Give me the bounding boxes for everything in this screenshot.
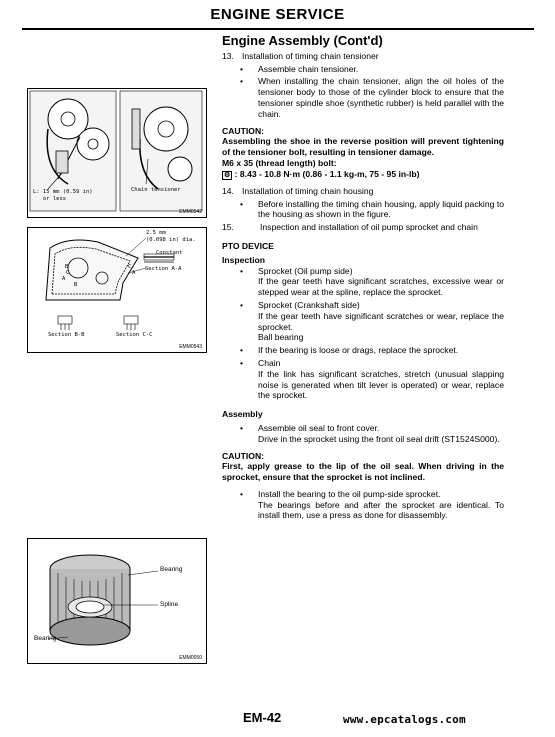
fig2-letter-a: A xyxy=(62,276,66,282)
bullet-dot: • xyxy=(240,299,244,310)
figure-chain-housing xyxy=(27,227,207,353)
fig1-code: EMM0542 xyxy=(179,209,202,215)
figure-sprocket-bearing xyxy=(27,538,207,664)
torque-value: 8.43 - 10.8 N·m (0.86 - 1.1 kg-m, 75 - 95 in-lb) xyxy=(239,168,420,179)
fig2-constant-label: Constant xyxy=(156,250,183,256)
pto-heading: PTO DEVICE xyxy=(222,240,274,251)
inspection-item-4 xyxy=(240,358,504,369)
inspection-item-2-extra: Ball bearing xyxy=(258,332,304,343)
step-14-number: 14. xyxy=(222,185,234,196)
fig3-spline-label: Spline xyxy=(160,601,179,608)
caution-2-text: First, apply grease to the lip of the oil seal. When driving in the sprocket, ensure that the sprocket is not inclined. xyxy=(222,461,504,483)
step-14 xyxy=(222,186,504,197)
step-14-text: Installation of timing chain housing xyxy=(242,185,374,196)
step-13-number: 13. xyxy=(222,50,234,61)
text-column xyxy=(222,33,504,521)
fig3-code: EMM0050 xyxy=(179,655,202,661)
fig2-letter-a2: A xyxy=(132,270,136,276)
inspection-item-1-body: If the gear teeth have significant scratches, excessive wear or stepped wear at the spline, replace the sprocket. xyxy=(258,276,504,298)
bullet-dot: • xyxy=(240,422,244,433)
fig2-letter-c: C xyxy=(66,270,70,276)
bullet-dot: • xyxy=(240,63,244,74)
assembly-bullet xyxy=(240,423,504,434)
page-header xyxy=(0,6,555,24)
step-15-text: Inspection and installation of oil pump sprocket and chain xyxy=(260,222,478,233)
fig2-code: EMM0543 xyxy=(179,344,202,350)
assembly-bullet-body: Drive in the sprocket using the front oil seal drift (ST1524S000). xyxy=(258,433,500,444)
bullet-text: Sprocket (Oil pump side) xyxy=(258,265,353,276)
bullet-dot: • xyxy=(240,76,244,87)
inspection-item-3 xyxy=(240,345,504,356)
inspection-item-2-body: If the gear teeth have significant scratches or wear, replace the sprocket. xyxy=(258,310,504,332)
sprocket-illustration xyxy=(28,539,206,663)
bullet-dot: • xyxy=(240,345,244,356)
inspection-item-2 xyxy=(240,300,504,311)
step-13-bullet-2 xyxy=(240,76,504,119)
caution-1-heading: CAUTION: xyxy=(222,125,265,136)
caution-2-heading: CAUTION: xyxy=(222,450,265,461)
footer-url: www.epcatalogs.com xyxy=(343,713,466,726)
figure-chain-tensioner xyxy=(27,88,207,218)
fig1-length-label: L: 15 mm (0.59 in) or less xyxy=(33,189,93,202)
step-13 xyxy=(222,51,504,62)
fig3-bearing-bottom-label: Bearing xyxy=(34,635,57,642)
fig2-dia-label: 2.5 mm (0.098 in) dia. xyxy=(146,230,196,243)
bullet-dot: • xyxy=(240,357,244,368)
fig2-section-c-label: Section C-C xyxy=(116,332,153,338)
fig2-letter-c2: C xyxy=(128,264,132,270)
fig2-section-b-label: Section B-B xyxy=(48,332,85,338)
torque-spec: ⚙ : 8.43 - 10.8 N·m (0.86 - 1.1 kg-m, 75 - 95 in-lb) xyxy=(224,168,420,179)
step-14-bullet xyxy=(240,199,504,221)
inspection-item-4-body: If the link has significant scratches, stretch (unusual slapping noise is generated when tilt lever is operated) or wear, replace the sprocket. xyxy=(258,368,504,401)
bullet-text: Chain xyxy=(258,357,281,368)
fig1-tensioner-label: Chain tensioner xyxy=(131,187,181,193)
bullet-text: Assemble chain tensioner. xyxy=(258,63,359,74)
fig3-bearing-top-label: Bearing xyxy=(160,566,183,573)
fig2-letter-b2: B xyxy=(74,282,78,288)
step-13-bullet-1 xyxy=(240,64,504,75)
bullet-text: If the bearing is loose or drags, replace the sprocket. xyxy=(258,345,459,356)
inspection-heading: Inspection xyxy=(222,254,265,265)
inspection-item-1 xyxy=(240,266,504,277)
bolt-spec: M6 x 35 (thread length) bolt: xyxy=(222,157,337,168)
header-rule xyxy=(22,28,534,30)
step-13-text: Installation of timing chain tensioner xyxy=(242,50,379,61)
torque-wrench-icon: ⚙ xyxy=(224,171,231,179)
caution-1-text: Assembling the shoe in the reverse position will prevent tightening of the tensioner bolt, resulting in tensioner damage. xyxy=(222,136,504,158)
bullet-text: When installing the chain tensioner, align the oil holes of the tensioner body to those of the cylinder block to ensure that the tensioner spindle shoe (synthetic rubber) is held parallel with the chain. xyxy=(258,76,504,119)
fig2-section-a-label: Section A-A xyxy=(145,266,182,272)
fig2-letter-b: B xyxy=(65,264,69,270)
bullet-text: Before installing the timing chain housing, apply liquid packing to the housing as shown in the figure. xyxy=(258,198,504,220)
bullet-dot: • xyxy=(240,198,244,209)
assembly-heading: Assembly xyxy=(222,409,263,420)
final-bullet xyxy=(240,489,504,500)
step-15 xyxy=(222,222,504,233)
bullet-text: Install the bearing to the oil pump-side sprocket. xyxy=(258,488,441,499)
bullet-text: Assemble oil seal to front cover. xyxy=(258,422,380,433)
bullet-dot: • xyxy=(240,488,244,499)
final-bullet-body: The bearings before and after the sprocket are identical. To install them, use a press as done for disassembly. xyxy=(258,499,504,521)
bullet-dot: • xyxy=(240,265,244,276)
bullet-text: Sprocket (Crankshaft side) xyxy=(258,299,360,310)
section-title: Engine Assembly (Cont'd) xyxy=(222,33,383,48)
header-title: ENGINE SERVICE xyxy=(210,6,345,23)
page-number: EM-42 xyxy=(243,710,282,725)
step-15-number: 15. xyxy=(222,222,234,233)
